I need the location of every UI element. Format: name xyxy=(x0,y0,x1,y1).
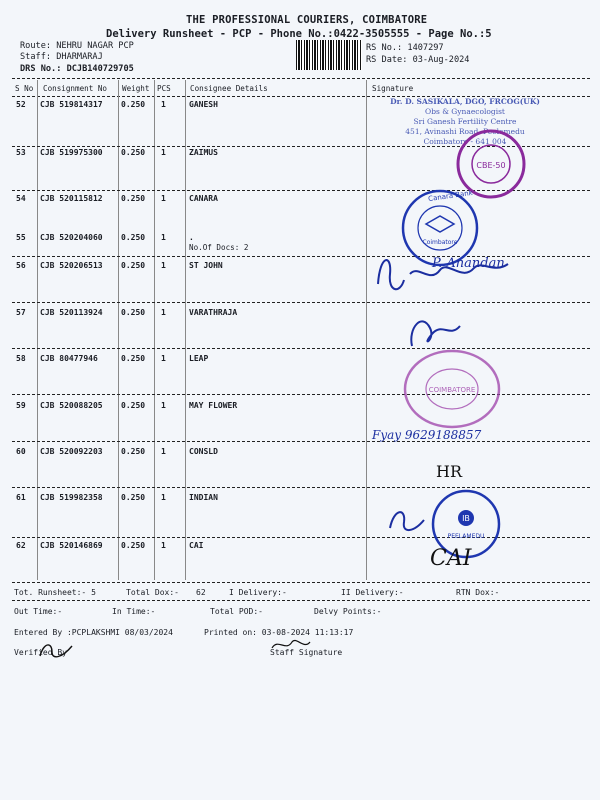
row-consignee: VARATHRAJA xyxy=(189,308,238,317)
row-consignment: CJB 519814317 xyxy=(40,100,103,109)
row-pcs: 1 xyxy=(161,447,166,456)
row-sno: 54 xyxy=(16,194,26,203)
row-weight: 0.250 xyxy=(121,308,146,317)
barcode xyxy=(296,40,362,70)
col-divider xyxy=(185,80,186,580)
entered-by: Entered By :PCPLAKSHMI 08/03/2024 xyxy=(14,628,173,637)
col-header-pcs: PCS xyxy=(157,84,171,93)
svg-text:PEELAMEDU: PEELAMEDU xyxy=(447,533,485,540)
row-weight: 0.250 xyxy=(121,401,146,410)
row-consignee: CANARA xyxy=(189,194,218,203)
leap-stamp xyxy=(402,348,502,430)
row-rule xyxy=(12,394,590,395)
ii-delivery: II Delivery:- xyxy=(341,588,404,597)
row-weight: 0.250 xyxy=(121,194,146,203)
col-divider xyxy=(154,80,155,580)
staff-signature-mark xyxy=(268,636,314,656)
table-top-rule xyxy=(12,78,590,79)
row-sno: 61 xyxy=(16,493,26,502)
col-header-signature: Signature xyxy=(372,84,414,93)
canara-stamp-label: Canara Bank xyxy=(427,188,474,204)
row-weight: 0.250 xyxy=(121,261,146,270)
in-time: In Time:- xyxy=(112,607,156,616)
delvy-points: Delvy Points:- xyxy=(314,607,382,616)
row-consignee: INDIAN xyxy=(189,493,218,502)
row-consignee: ST JOHN xyxy=(189,261,223,270)
doctor-stamp: Dr. D. SASIKALA, DGO, FRCOG(UK) Obs & Gynaecologist Sri Ganesh Fertility Centre 451, Avinashi Road, Peelamedu Coimbatore - 641 004 xyxy=(390,97,540,146)
row-pcs: 1 xyxy=(161,354,166,363)
row-note: No.Of Docs: 2 xyxy=(189,243,249,252)
row-consignment: CJB 519975300 xyxy=(40,148,103,157)
handwriting-anandan: P. Anandan xyxy=(432,256,505,271)
row-pcs: 1 xyxy=(161,148,166,157)
row-sno: 62 xyxy=(16,541,26,550)
row-weight: 0.250 xyxy=(121,354,146,363)
total-pod: Total POD:- xyxy=(210,607,263,616)
printed-on: Printed on: 03-08-2024 11:13:17 xyxy=(204,628,354,637)
row-rule xyxy=(12,441,590,442)
row-weight: 0.250 xyxy=(121,100,146,109)
row-consignment: CJB 520206513 xyxy=(40,261,103,270)
row-consignee: CAI xyxy=(189,541,204,550)
col-header-consignee: Consignee Details xyxy=(190,84,268,93)
col-header-sno: S No xyxy=(15,84,34,93)
row-consignment: CJB 520115812 xyxy=(40,194,103,203)
rtn-dox: RTN Dox:- xyxy=(456,588,500,597)
col-divider xyxy=(37,80,38,580)
row-weight: 0.250 xyxy=(121,541,146,550)
row-pcs: 1 xyxy=(161,233,166,242)
svg-text:Coimbatore: Coimbatore xyxy=(422,239,458,246)
col-divider xyxy=(118,80,119,580)
rs-number: RS No.: 1407297 xyxy=(366,43,444,53)
tot-runsheet: Tot. Runsheet:- 5 xyxy=(14,588,96,597)
row-sno: 60 xyxy=(16,447,26,456)
table-bottom-rule xyxy=(12,582,590,583)
row-consignment: CJB 520146869 xyxy=(40,541,103,550)
row-rule xyxy=(12,348,590,349)
row-consignee: LEAP xyxy=(189,354,209,363)
row-sno: 52 xyxy=(16,100,26,109)
company-name: THE PROFESSIONAL COURIERS, COIMBATORE xyxy=(186,14,428,26)
row-sno: 58 xyxy=(16,354,26,363)
out-time: Out Time:- xyxy=(14,607,63,616)
row-consignee: GANESH xyxy=(189,100,218,109)
row-consignment: CJB 80477946 xyxy=(40,354,98,363)
signature-varathraja xyxy=(402,308,472,354)
i-delivery: I Delivery:- xyxy=(229,588,287,597)
row-pcs: 1 xyxy=(161,493,166,502)
row-rule xyxy=(12,487,590,488)
total-dox-label: Total Dox:- xyxy=(126,588,179,597)
row-sno: 53 xyxy=(16,148,26,157)
row-consignment: CJB 520088205 xyxy=(40,401,103,410)
drs-number: DRS No.: DCJB140729705 xyxy=(20,64,134,74)
row-sno: 59 xyxy=(16,401,26,410)
rs-date: RS Date: 03-Aug-2024 xyxy=(366,55,470,65)
row-consignment: CJB 520204060 xyxy=(40,233,103,242)
signature-indian xyxy=(384,502,434,538)
staff-label: Staff: DHARMARAJ xyxy=(20,52,103,62)
total-dox-value: 62 xyxy=(196,588,206,597)
runsheet-title: Delivery Runsheet - PCP - Phone No.:0422-3505555 - Page No.:5 xyxy=(106,28,492,40)
route-label: Route: NEHRU NAGAR PCP xyxy=(20,41,134,51)
col-header-weight: Weight xyxy=(122,84,150,93)
row-consignee: ZAIMUS xyxy=(189,148,218,157)
verified-by: Verified By xyxy=(14,648,67,657)
row-consignee: MAY FLOWER xyxy=(189,401,238,410)
svg-text:IB: IB xyxy=(462,514,470,523)
row-consignee: . xyxy=(189,233,194,242)
col-header-consignment: Consignment No xyxy=(43,84,108,93)
svg-text:CBE-50: CBE-50 xyxy=(476,161,506,170)
handwriting-phone: Fyay 9629188857 xyxy=(372,428,482,442)
row-pcs: 1 xyxy=(161,261,166,270)
row-weight: 0.250 xyxy=(121,493,146,502)
row-consignment: CJB 520113924 xyxy=(40,308,103,317)
row-rule xyxy=(12,537,590,538)
row-sno: 56 xyxy=(16,261,26,270)
row-consignment: CJB 519982358 xyxy=(40,493,103,502)
row-sno: 55 xyxy=(16,233,26,242)
verified-signature xyxy=(36,638,78,664)
row-consignment: CJB 520092203 xyxy=(40,447,103,456)
row-pcs: 1 xyxy=(161,401,166,410)
row-pcs: 1 xyxy=(161,541,166,550)
row-consignee: CONSLD xyxy=(189,447,218,456)
row-pcs: 1 xyxy=(161,308,166,317)
handwriting-cai: CAI xyxy=(430,546,472,571)
svg-text:COIMBATORE: COIMBATORE xyxy=(428,386,476,394)
signature-anandan xyxy=(370,244,530,304)
row-pcs: 1 xyxy=(161,194,166,203)
footer-rule xyxy=(12,600,590,601)
row-weight: 0.250 xyxy=(121,148,146,157)
row-weight: 0.250 xyxy=(121,447,146,456)
row-pcs: 1 xyxy=(161,100,166,109)
staff-signature: Staff Signature xyxy=(270,648,343,657)
handwriting-hr: HR xyxy=(436,462,462,481)
row-sno: 57 xyxy=(16,308,26,317)
row-weight: 0.250 xyxy=(121,233,146,242)
col-divider xyxy=(366,80,367,580)
